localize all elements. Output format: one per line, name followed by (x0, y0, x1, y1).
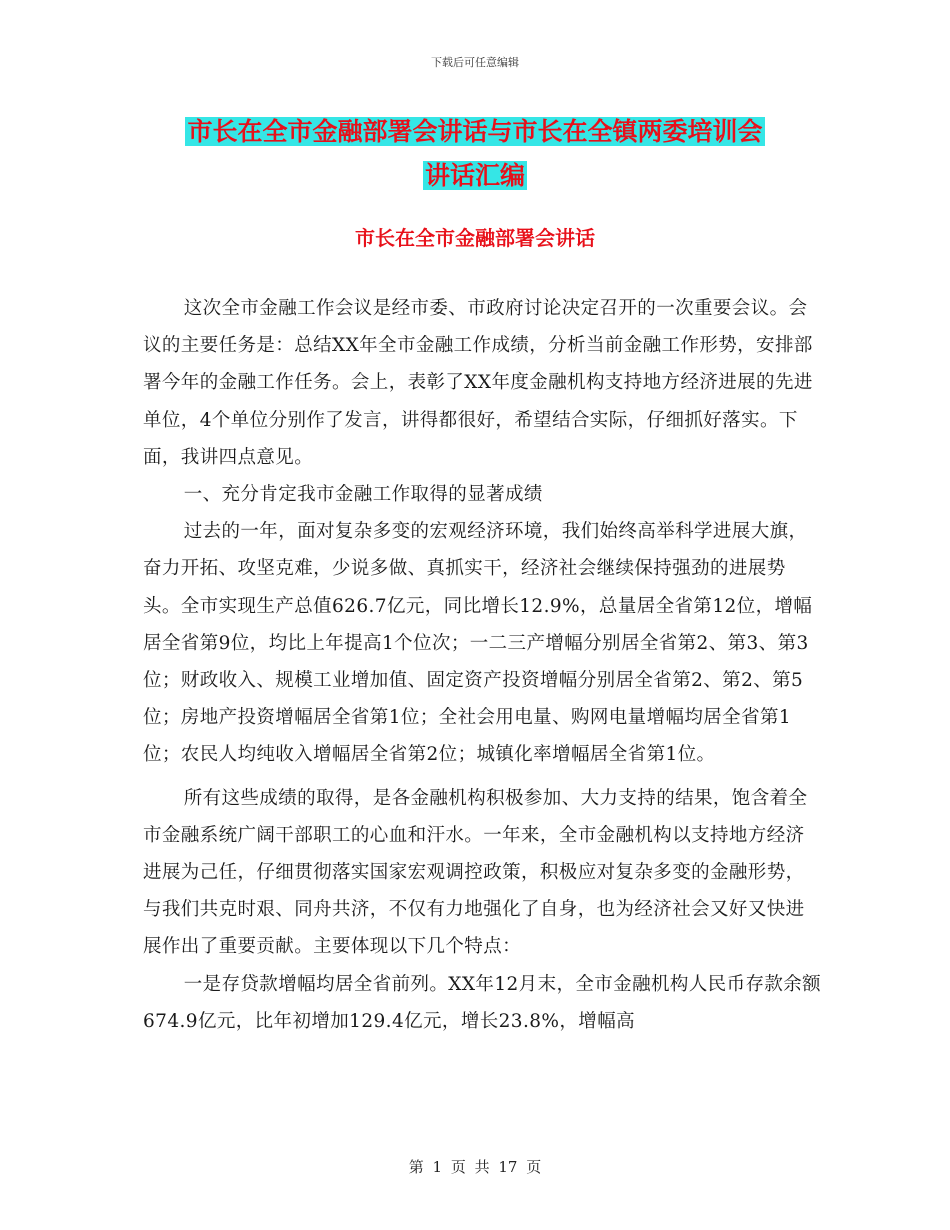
paragraph-achievements: 过去的一年，面对复杂多变的宏观经济环境，我们始终高举科学进展大旗，奋力开拓、攻坚克难，少说多做、真抓实干，经济社会继续保持强劲的进展势头。全市实现生产总值626.7亿元，同比增长12.9%，总量居全省第12位，增幅居全省第9位，均比上年提高1个位次；一二三产增幅分别居全省第2、第3、第3位；财政收入、规模工业增加值、固定资产投资增幅分别居全省第2、第2、第5位；房地产投资增幅居全省第1位；全社会用电量、购网电量增幅均居全省第1位；农民人均纯收入增幅居全省第2位；城镇化率增幅居全省第1位。 (143, 521, 813, 766)
page-number-footer: 第 1 页 共 17 页 (408, 1158, 542, 1176)
header-note: 下载后可任意编辑 (431, 56, 519, 69)
document-title-line-1: 市长在全市金融部署会讲话与市长在全镇两委培训会 (187, 117, 763, 146)
body-text (143, 290, 823, 1040)
document-title (0, 110, 950, 198)
paragraph-heading-1: 一、充分肯定我市金融工作取得的显著成绩 (183, 484, 543, 506)
paragraph-intro: 这次全市金融工作会议是经市委、市政府讨论决定召开的一次重要会议。会议的主要任务是：总结XX年全市金融工作成绩，分析当前金融工作形势，安排部署今年的金融工作任务。会上，表彰了XX年度金融机构支持地方经济进展的先进单位，4个单位分别作了发言，讲得都很好，希望结合实际，仔细抓好落实。下面，我讲四点意见。 (143, 298, 813, 468)
paragraph-contributions: 所有这些成绩的取得，是各金融机构积极参加、大力支持的结果，饱含着全市金融系统广阔干部职工的心血和汗水。一年来，全市金融机构以支持地方经济进展为己任，仔细贯彻落实国家宏观调控政策，积极应对复杂多变的金融形势，与我们共克时艰、同舟共济，不仅有力地强化了自身，也为经济社会又好又快进展作出了重要贡献。主要体现以下几个特点： (143, 787, 808, 958)
document-title-line-2: 讲话汇编 (424, 161, 525, 190)
section-title: 市长在全市金融部署会讲话 (355, 226, 595, 250)
paragraph-point-1: 一是存贷款增幅均居全省前列。XX年12月末，全市金融机构人民币存款余额674.9亿元，比年初增加129.4亿元，增长23.8%，增幅高 (143, 973, 822, 1032)
